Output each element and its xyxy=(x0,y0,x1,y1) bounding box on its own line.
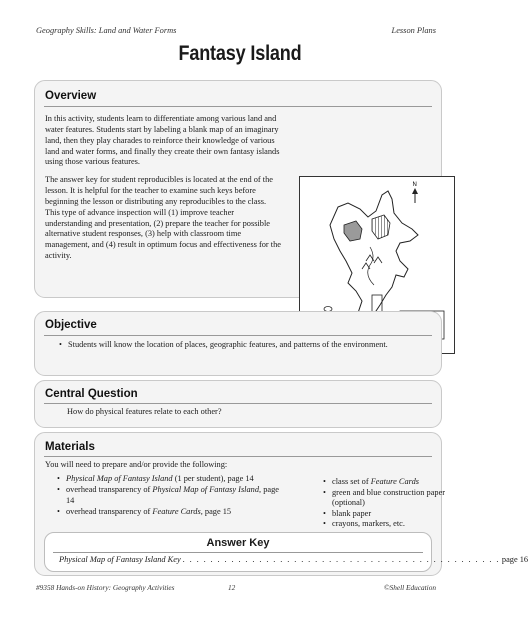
materials-item: • crayons, markers, etc. xyxy=(323,519,473,530)
page-title: Fantasy Island xyxy=(178,42,302,65)
island-outline xyxy=(330,191,418,323)
objective-heading: Objective xyxy=(45,319,97,331)
materials-item: • overhead transparency of Feature Cards, page 15 xyxy=(57,507,289,518)
answer-key-divider xyxy=(53,552,423,553)
running-header-right: Lesson Plans xyxy=(391,26,436,35)
answer-key-entry-page: page 16 xyxy=(501,555,528,564)
answer-key-entry xyxy=(59,555,528,564)
answer-key-leader-dots: . . . . . . . . . . . . . . . . . . . . . . . . . . . . . . . . . . . . . . . . . . . . . . xyxy=(182,555,500,564)
materials-item: • overhead transparency of Physical Map of Fantasy Island, page 14 xyxy=(57,485,289,506)
materials-list-left xyxy=(57,474,289,518)
objective-item: • Students will know the location of places, geographic features, and patterns of the environment. xyxy=(59,340,409,351)
north-label: N xyxy=(412,182,417,188)
central-question-divider xyxy=(44,403,432,404)
footer-right: ©Shell Education xyxy=(384,583,436,592)
materials-intro: You will need to prepare and/or provide the following: xyxy=(45,460,228,469)
central-question-text: How do physical features relate to each other? xyxy=(67,407,222,416)
answer-key-entry-label: Physical Map of Fantasy Island Key xyxy=(59,555,181,564)
objective-list xyxy=(59,340,409,351)
footer-left: #9358 Hands-on History: Geography Activities xyxy=(36,583,175,592)
materials-item: • blank paper xyxy=(323,509,473,520)
objective-section xyxy=(34,311,442,376)
answer-key-box xyxy=(44,532,528,572)
overview-body xyxy=(45,114,281,262)
answer-key-heading: Answer Key xyxy=(206,537,270,549)
materials-item: • class set of Feature Cards xyxy=(323,477,473,488)
overview-paragraph-1: In this activity, students learn to differentiate among various land and water features. Students start by labeling a blank map of an imaginary land, then they play charades to reinforce their knowledge of various land and water forms, and finally they create their own fantasy islands using those various features. xyxy=(45,114,280,167)
overview-section xyxy=(34,80,442,298)
materials-heading: Materials xyxy=(45,441,95,453)
central-question-section xyxy=(34,380,442,428)
overview-heading: Overview xyxy=(45,90,97,102)
running-header-left: Geography Skills: Land and Water Forms xyxy=(36,26,177,35)
overview-paragraph-2: The answer key for student reproducibles is located at the end of the lesson. It is helpful for the teacher to examine such keys before beginning the lesson or distributing any reproducibles to the class. This type of advance inspection will (1) improve teacher understanding and presentation, (2) prepare the teacher for possible alternative student responses, (3) help with classroom time management, and (4) result in optimum focus and effectiveness for the activity. xyxy=(45,175,281,261)
overview-divider xyxy=(44,106,432,107)
materials-list-right xyxy=(323,477,473,530)
materials-item: • Physical Map of Fantasy Island (1 per student), page 14 xyxy=(57,474,289,485)
materials-item: • green and blue construction paper (optional) xyxy=(323,488,473,509)
materials-divider xyxy=(44,456,432,457)
objective-divider xyxy=(44,335,432,336)
page-number: 12 xyxy=(228,583,236,592)
compass-rose-icon xyxy=(412,182,418,203)
central-question-heading: Central Question xyxy=(45,388,138,400)
